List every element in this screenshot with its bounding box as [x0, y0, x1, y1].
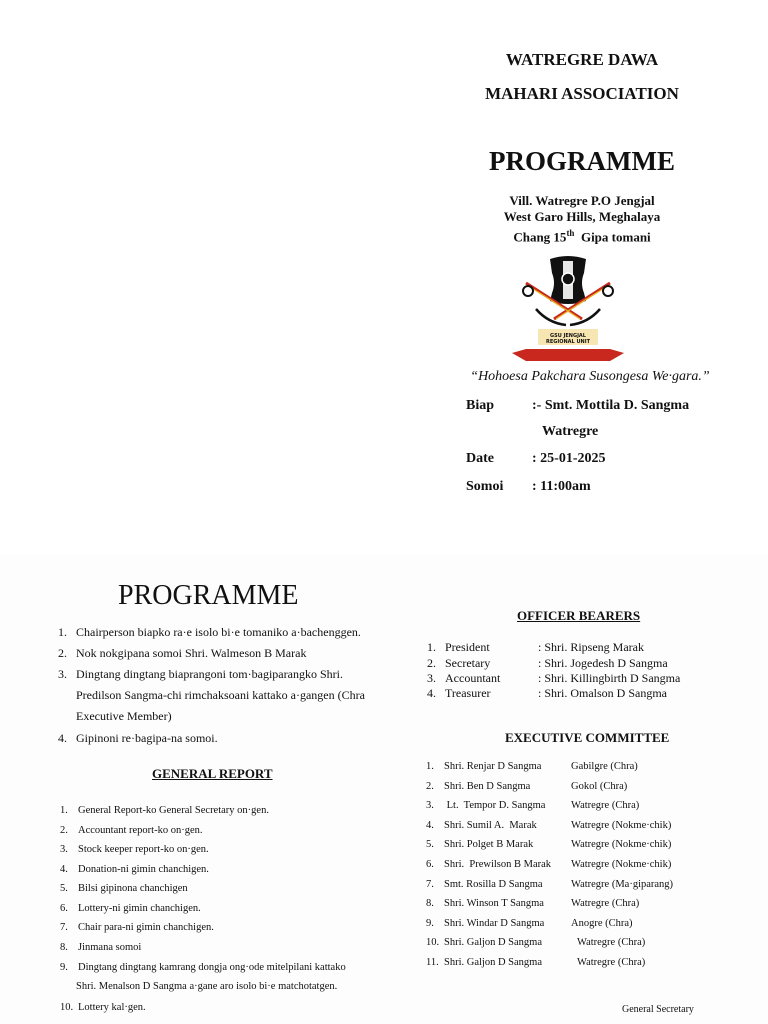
general-report-item-text: Accountant report-ko on·gen.: [78, 825, 203, 836]
general-report-item-number: 3.: [60, 844, 68, 855]
officer-bearers-title: OFFICER BEARERS: [517, 608, 641, 623]
gsu-emblem-logo: [508, 253, 628, 365]
address-block: [462, 193, 702, 245]
officer-number: 4.: [427, 686, 436, 700]
programme-item-number: 1.: [58, 625, 67, 639]
committee-number: 4.: [426, 820, 434, 831]
general-report-item-text: Stock keeper report-ko on·gen.: [78, 844, 209, 855]
committee-member-name: Shri. Windar D Sangma: [444, 918, 545, 929]
general-report-item-continuation: Shri. Menalson D Sangma a·gane aro isolo bi·e matchotatgen.: [76, 981, 338, 992]
committee-member-village: Gabilgre (Chra): [571, 761, 638, 772]
officer-name: : Shri. Killingbirth D Sangma: [538, 671, 681, 685]
committee-member-name: Shri. Galjon D Sangma: [444, 957, 542, 968]
address-line3: [462, 225, 702, 245]
officer-number: 3.: [427, 671, 436, 685]
venue-label: Biap: [466, 398, 495, 413]
officer-role: President: [445, 640, 490, 654]
programme-item-text: Dingtang dingtang biaprangoni tom·bagiparangko Shri.: [76, 667, 343, 681]
venue-village: Watregre: [542, 424, 599, 439]
committee-member-village: Watregre (Chra): [571, 800, 640, 811]
committee-member-village: Watregre (Chra): [577, 957, 646, 968]
date-label: Date: [466, 451, 494, 466]
committee-member-village: Watregre (Chra): [571, 898, 640, 909]
general-report-item-text: Dingtang dingtang kamrang dongja ong·ode mitelpilani kattako: [78, 962, 346, 973]
committee-member-name: Shri. Polget B Marak: [444, 839, 534, 850]
address-day-suffix: th: [566, 228, 575, 238]
committee-number: 1.: [426, 761, 434, 772]
venue-value: :- Smt. Mottila D. Sangma: [532, 398, 690, 413]
general-report-item-text: Lottery kal·gen.: [78, 1002, 146, 1013]
general-report-item-number: 5.: [60, 883, 68, 894]
time-value: : 11:00am: [532, 479, 591, 494]
officer-name: : Shri. Jogedesh D Sangma: [538, 656, 668, 670]
date-value: : 25-01-2025: [532, 451, 606, 466]
general-report-item-number: 1.: [60, 805, 68, 816]
logo-text-line1: GSU JENGJAL: [550, 333, 586, 339]
general-report-title: GENERAL REPORT: [152, 766, 273, 781]
programme-item-number: 3.: [58, 667, 67, 681]
programme-item-continuation: Predilson Sangma-chi rimchaksoani kattako a·gangen (Chra: [76, 688, 365, 702]
general-report-item-text: Bilsi gipinona chanchigen: [78, 883, 188, 894]
executive-committee-title: EXECUTIVE COMMITTEE: [505, 730, 670, 745]
general-report-item-number: 4.: [60, 864, 68, 875]
officer-role: Secretary: [445, 656, 491, 670]
officer-name: : Shri. Omalson D Sangma: [538, 686, 667, 700]
organization-name-line1: WATREGRE DAWA: [505, 50, 659, 69]
programme-item-number: 2.: [58, 646, 67, 660]
committee-number: 3.: [426, 800, 434, 811]
committee-member-village: Watregre (Nokme·chik): [571, 859, 672, 870]
general-report-item-number: 9.: [60, 962, 68, 973]
committee-member-village: Gokol (Chra): [571, 781, 628, 792]
officer-number: 1.: [427, 640, 436, 654]
general-report-item-text: General Report-ko General Secretary on·gen.: [78, 805, 269, 816]
programme-item-number: 4.: [58, 731, 67, 745]
signature-label: General Secretary: [622, 1004, 694, 1015]
committee-number: 7.: [426, 879, 434, 890]
address-month: Gipa tomani: [574, 229, 651, 245]
officer-role: Treasurer: [445, 686, 491, 700]
programme-item-text: Nok nokgipana somoi Shri. Walmeson B Marak: [76, 646, 307, 660]
programme-item-text: Chairperson biapko ra·e isolo bi·e tomaniko a·bachenggen.: [76, 625, 361, 639]
committee-member-name: Smt. Rosilla D Sangma: [444, 879, 543, 890]
page-title: PROGRAMME: [489, 146, 675, 176]
committee-member-name: Shri. Galjon D Sangma: [444, 937, 542, 948]
officer-role: Accountant: [445, 671, 501, 685]
committee-number: 9.: [426, 918, 434, 929]
programme-item-text: Gipinoni re·bagipa-na somoi.: [76, 731, 218, 745]
committee-number: 8.: [426, 898, 434, 909]
address-day: Chang 15: [513, 229, 567, 245]
time-label: Somoi: [466, 479, 504, 494]
committee-member-village: Watregre (Ma·giparang): [571, 879, 674, 890]
committee-member-village: Watregre (Nokme·chik): [571, 820, 672, 831]
programme-title: PROGRAMME: [118, 580, 299, 611]
committee-member-village: Watregre (Nokme·chik): [571, 839, 672, 850]
committee-number: 11.: [426, 957, 439, 968]
committee-member-village: Watregre (Chra): [577, 937, 646, 948]
general-report-item-text: Lottery-ni gimin chanchigen.: [78, 903, 201, 914]
general-report-item-number: 8.: [60, 942, 68, 953]
general-report-item-text: Chair para-ni gimin chanchigen.: [78, 922, 214, 933]
committee-member-name: Shri. Sumil A. Marak: [444, 820, 537, 831]
address-line1: Vill. Watregre P.O Jengjal: [509, 193, 655, 208]
general-report-item-number: 6.: [60, 903, 68, 914]
committee-member-name: Shri. Winson T Sangma: [444, 898, 544, 909]
general-report-item-text: Donation-ni gimin chanchigen.: [78, 864, 209, 875]
committee-member-name: Shri. Prewilson B Marak: [444, 859, 552, 870]
logo-text-line2: REGIONAL UNIT: [546, 339, 590, 345]
officer-name: : Shri. Ripseng Marak: [538, 640, 644, 654]
committee-number: 5.: [426, 839, 434, 850]
committee-member-name: Shri. Renjar D Sangma: [444, 761, 542, 772]
committee-member-name: Shri. Ben D Sangma: [444, 781, 531, 792]
programme-item-continuation: Executive Member): [76, 709, 172, 723]
general-report-item-number: 10.: [60, 1002, 74, 1013]
committee-member-village: Anogre (Chra): [571, 918, 633, 929]
general-report-item-number: 2.: [60, 825, 68, 836]
general-report-item-text: Jinmana somoi: [78, 942, 142, 953]
motto: “Hohoesa Pakchara Susongesa We·gara.”: [470, 369, 710, 384]
committee-number: 2.: [426, 781, 434, 792]
committee-number: 6.: [426, 859, 434, 870]
officer-number: 2.: [427, 656, 436, 670]
committee-member-name: Lt. Tempor D. Sangma: [444, 800, 546, 811]
organization-name-line2: MAHARI ASSOCIATION: [485, 84, 679, 103]
address-line2: West Garo Hills, Meghalaya: [503, 209, 661, 224]
general-report-item-number: 7.: [60, 922, 68, 933]
logo-banner-icon: [512, 349, 624, 361]
committee-number: 10.: [426, 937, 440, 948]
